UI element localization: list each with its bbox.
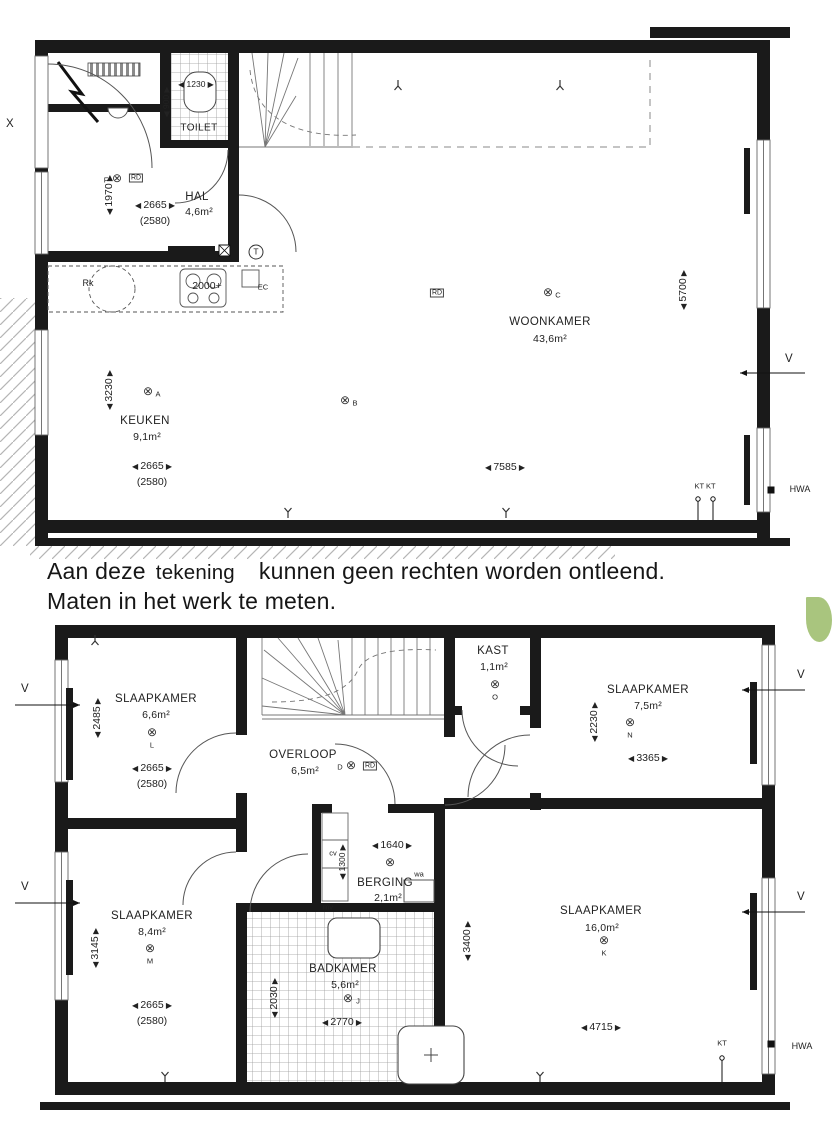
ventilation-label-v: V [20,683,30,695]
room-area-overloop: 6,5m² [291,765,319,777]
room-area-slaapkamer-1: 6,6m² [142,709,170,721]
kt-label: KT KT [694,481,716,491]
room-area-woonkamer: 43,6m² [533,333,567,345]
floor1-stairs [239,53,360,147]
dim-toilet-depth: ◀ 900 ▶ [161,87,171,118]
cooktop-icon [89,266,135,312]
room-area-kast: 1,1m² [480,661,508,673]
hwa-label: HWA [789,484,811,494]
lamp-letter-n: N [627,730,633,740]
room-label-toilet: TOILET [180,122,218,134]
room-label-hal: HAL [185,191,209,203]
disclaimer-part2: tekening [155,561,235,584]
room-area-slaapkamer-2: 7,5m² [634,700,662,712]
hwa-label: HWA [791,1041,813,1051]
slaapkamer1-door-arc [176,733,236,793]
dim-toilet-width: ◀ 1230 ▶ [178,79,214,89]
floor1-radiators [744,148,750,505]
dim-berging-height: ◀ 1300 ▶ [337,844,347,880]
disclaimer-part1: Aan deze [47,558,146,584]
floor1-windows [35,56,770,512]
meter-cupboard [58,62,140,122]
hwa-dot [768,487,774,493]
light-point-icon [490,675,500,693]
x-marker: X [5,118,15,130]
front-door-arc [48,64,152,168]
lamp-letter-a: A [155,389,161,399]
mv-label: mv [323,902,333,912]
room-label-keuken: KEUKEN [120,415,170,427]
dim-s3-height: ◀ 3145 ▶ [89,928,101,968]
toilet-fixture-icon [184,72,216,112]
room-label-woonkamer: WOONKAMER [509,316,591,328]
light-point-icon [385,853,395,871]
room-area-slaapkamer-4: 16,0m² [585,922,619,934]
light-point-icon [147,723,157,741]
lamp-letter-c: C [555,290,561,300]
light-point-icon [599,931,609,949]
dim-s2-height: ◀ 2230 ▶ [588,702,600,742]
leaf-decoration-icon [806,597,832,642]
disclaimer-part3: kunnen geen rechten worden ontleend. [258,558,666,584]
lamp-letter-b: B [352,398,358,408]
thermostat-badge: T [249,245,264,260]
rd-box-hal: RD [130,174,142,182]
room-area-berging: 2,1m² [374,892,402,904]
dim-hal-width: ◀ 2665 ▶ [135,199,175,211]
dim-badkamer-height: ◀ 2030 ▶ [268,978,280,1018]
dim-woonkamer-width: ◀ 7585 ▶ [485,461,525,473]
light-point-icon [145,939,155,957]
light-point-icon [343,989,353,1007]
room-label-badkamer: BADKAMER [309,963,377,975]
hwa-dot [768,1041,774,1047]
light-point-icon [625,713,635,731]
lamp-letter-m: M [146,956,154,966]
lamp-letter-o: O [492,692,498,702]
room-label-slaapkamer-1: SLAAPKAMER [115,693,197,705]
floor2-stairs [262,638,444,719]
room-area-keuken: 9,1m² [133,431,161,443]
dim-s4-width: ◀ 4715 ▶ [581,1021,621,1033]
dim-counter: 2000+ [192,280,222,292]
ventilation-label-v: V [20,881,30,893]
slaapkamer2-door-arc [468,735,530,797]
room-area-slaapkamer-3: 8,4m² [138,926,166,938]
cv-label: cv [329,848,337,858]
room-area-badkamer: 5,6m² [331,979,359,991]
room-area-hal: 4,6m² [185,206,213,218]
ventilation-label-v: V [796,669,806,681]
disclaimer-line-2: Maten in het werk te meten. [47,588,337,614]
rd-box: RD [431,289,443,297]
dim-s1-width: ◀ 2665 ▶ [132,762,172,774]
washbasin-icon [328,918,380,958]
ventilation-label-v: V [796,891,806,903]
doorbell-icon [108,108,128,118]
room-label-slaapkamer-2: SLAAPKAMER [607,684,689,696]
room-label-slaapkamer-4: SLAAPKAMER [560,905,642,917]
dim-hal-height: ◀ 1970 ▶ [103,175,115,215]
light-point-icon [143,382,153,400]
lamp-letter-k: K [601,948,607,958]
room-label-berging: BERGING [357,877,413,889]
disclaimer-line-1 [47,558,665,585]
slaapkamer4-door-arc [445,745,505,805]
dim-s3-width-alt: (2580) [136,1015,168,1027]
lamp-letter-l: L [149,740,155,750]
dim-keuken-height: ◀ 3230 ▶ [103,370,115,410]
wa-label: wa [414,869,424,879]
hal-door-arc [239,195,296,252]
rk-label: Rk [82,278,94,288]
lamp-letter-j: J [356,996,360,1006]
room-label-slaapkamer-3: SLAAPKAMER [111,910,193,922]
floor1-void-outline [353,55,650,147]
dim-s4-height: ◀ 3400 ▶ [461,921,473,961]
dim-badkamer-width: ◀ 2770 ▶ [322,1016,362,1028]
light-point-icon [346,756,356,774]
floor1-sockets [285,80,564,518]
room-label-overloop: OVERLOOP [269,749,337,761]
lamp-letter-d: D [337,762,343,772]
dim-woonkamer-height: ◀ 5700 ▶ [677,270,689,310]
floor1-hatching [0,298,615,559]
dim-keuken-width: ◀ 2665 ▶ [132,460,172,472]
dim-hal-width-alt: (2580) [139,215,171,227]
light-point-icon [543,283,553,301]
kitchen-counter [48,266,283,312]
room-label-kast: KAST [477,645,509,657]
ec-label: EC [257,282,269,292]
ventilation-label-v: V [784,353,794,365]
dim-keuken-width-alt: (2580) [136,476,168,488]
dim-s1-width-alt: (2580) [136,778,168,790]
slaapkamer3-door-arc [183,852,236,905]
dim-berging-width: ◀ 1640 ▶ [372,839,412,851]
floor1-annotations-linework [219,245,805,520]
light-point-icon [112,169,122,187]
lamp-letter-f: F [103,175,109,185]
dim-s3-width: ◀ 2665 ▶ [132,999,172,1011]
rd-box: RD [364,762,376,770]
light-point-icon [340,391,350,409]
berging-door-arc [335,744,395,804]
dim-s2-width: ◀ 3365 ▶ [628,752,668,764]
kt-label: KT [717,1038,727,1048]
dim-s1-height: ◀ 2485 ▶ [91,698,103,738]
